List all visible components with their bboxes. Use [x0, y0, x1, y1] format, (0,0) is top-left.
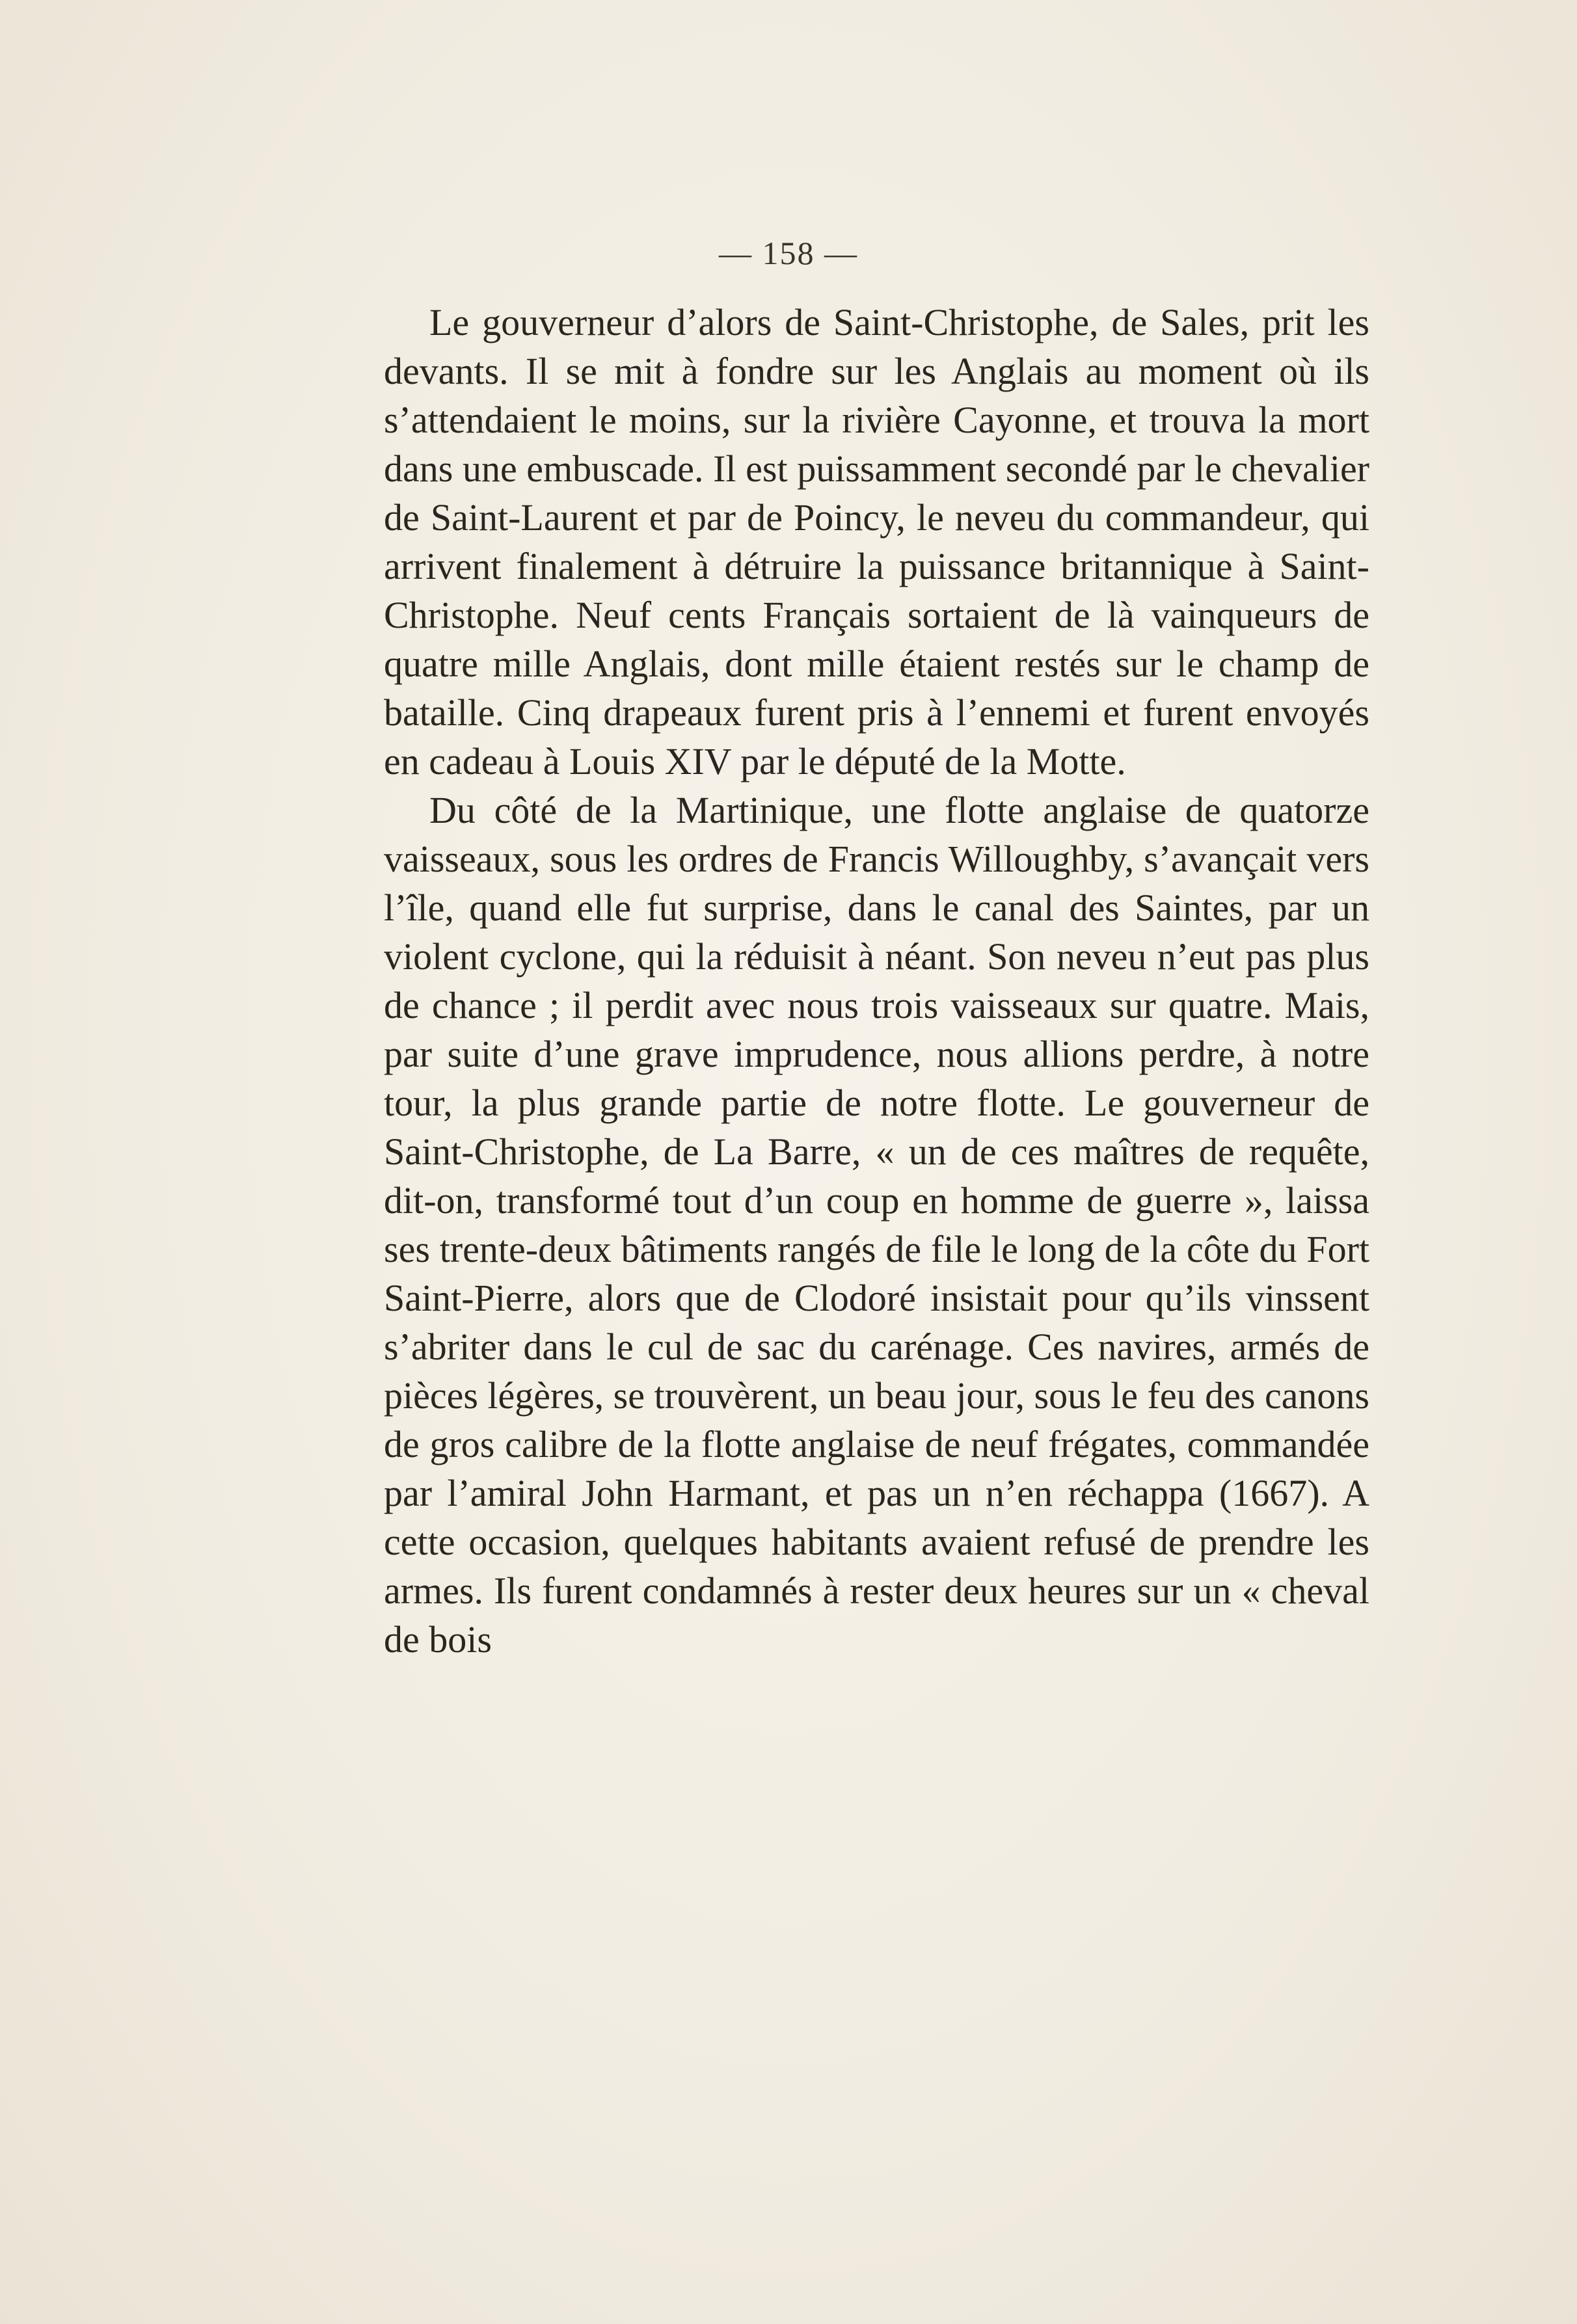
paragraph-2: Du côté de la Martinique, une flotte anglaise de quatorze vaisseaux, sous les ordres de Francis Willoughby, s’avançait vers l’île, quand elle fut surprise, dans le canal des Saintes, par un violent cyclone, qui la réduisit à néant. Son neveu n’eut pas plus de chance ; il perdit avec nous trois vaisseaux sur quatre. Mais, par suite d’une grave imprudence, nous allions perdre, à notre tour, la plus grande partie de notre flotte. Le gouverneur de Saint-Christophe, de La Barre, « un de ces maîtres de requête, dit-on, transformé tout d’un coup en homme de guerre », laissa ses trente-deux bâtiments rangés de file le long de la côte du Fort Saint-Pierre, alors que de Clodoré insistait pour qu’ils vinssent s’abriter dans le cul de sac du carénage. Ces navires, armés de pièces légères, se trouvèrent, un beau jour, sous le feu des canons de gros calibre de la flotte anglaise de neuf frégates, commandée par l’amiral John Harmant, et pas un n’en réchappa (1667). A cette occasion, quelques habitants avaient refusé de prendre les armes. Ils furent condamnés à rester deux heures sur un « cheval de bois: [384, 789, 1369, 1661]
page-number: — 158 —: [719, 235, 858, 271]
body-text: [384, 298, 1369, 1664]
paragraph-1: Le gouverneur d’alors de Saint-Christophe, de Sales, prit les devants. Il se mit à fondre sur les Anglais au moment où ils s’attendaient le moins, sur la rivière Cayonne, et trouva la mort dans une embuscade. Il est puissamment secondé par le chevalier de Saint-Laurent et par de Poincy, le neveu du commandeur, qui arrivent finalement à détruire la puissance britannique à Saint-Christophe. Neuf cents Français sortaient de là vainqueurs de quatre mille Anglais, dont mille étaient restés sur le champ de bataille. Cinq drapeaux furent pris à l’ennemi et furent envoyés en cadeau à Louis XIV par le député de la Motte.: [384, 301, 1369, 782]
